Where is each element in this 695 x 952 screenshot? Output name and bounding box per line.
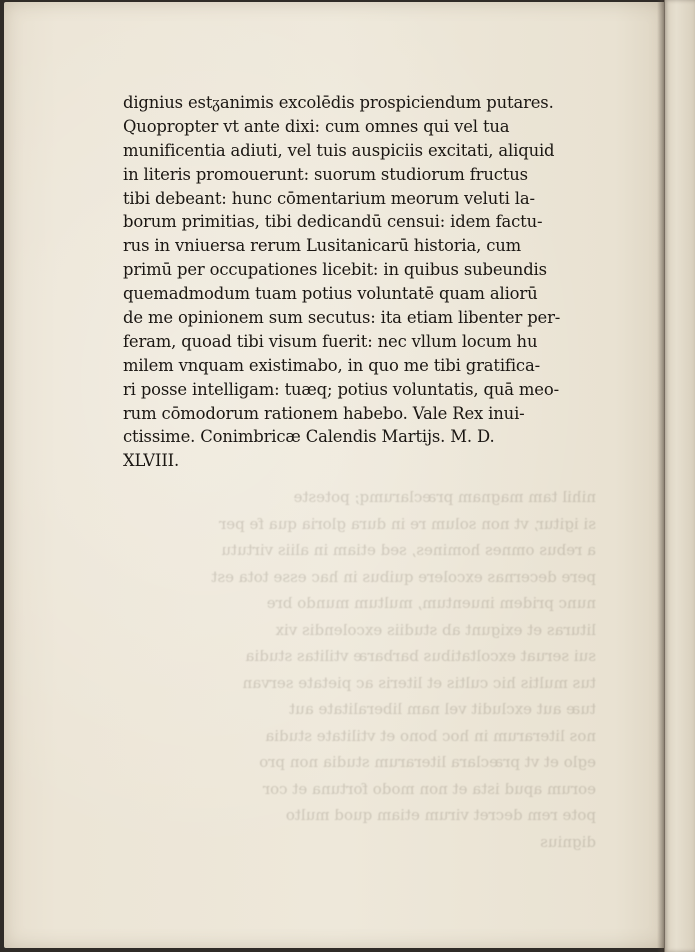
text-line: tibi debeant: hunc cōmentarium meorum veluti la- [123, 188, 535, 208]
text-line: rum cōmodorum rationem habebo. Vale Rex inui- [123, 403, 525, 423]
text-line: rus in vniuersa rerum Lusitanicarū historia, cum [123, 236, 522, 256]
text-line: quemadmodum tuam potius voluntatē quam aliorū [123, 284, 538, 304]
text-line: primū per occupationes licebit: in quibus subeundis [123, 260, 547, 280]
next-page-edge [664, 0, 695, 952]
text-line: ri posse intelligam: tuæq; potius voluntatis, quā meo- [123, 379, 559, 399]
text-line: munificentia adiuti, vel tuis auspiciis excitati, aliquid [123, 140, 555, 160]
text-line: de me opinionem sum secutus: ita etiam libenter per- [123, 308, 561, 328]
text-line: borum primitias, tibi dedicandū censui: idem factu- [123, 212, 543, 232]
text-line: milem vnquam existimabo, in quo me tibi gratifica- [123, 355, 540, 375]
page-fold-shadow [657, 0, 665, 952]
body-text [123, 91, 593, 473]
text-line: in literis promouerunt: suorum studiorum fructus [123, 164, 528, 184]
text-line: dignius estᵹanimis excolēdis prospiciendum putares. [123, 93, 554, 112]
text-line: Quopropter vt ante dixi: cum omnes qui vel tua [123, 116, 510, 136]
text-line: feram, quoad tibi visum fuerit: nec vllum locum hu [123, 331, 538, 351]
text-line: XLVIII. [123, 451, 180, 471]
text-line: ctissime. Conimbricæ Calendis Martijs. M. D. [123, 427, 495, 447]
show-through-text: nihil tam magnam præclarumq; poteste si igitur, vt non solum re in dura gloria qua fe per a rebus omnes homines, sed etiam in aliis virtutu pere decernas excolere quibus in hac esse tota est nunc pridem inuentum, multum mundo bre lituras et exigunt ab studiis excolendis vix sui seruat excoltatibus barbaræ vtilitas studia tus multis hic cultis et literis ac pietate servan tuæ aut excludit vel nam liberalitate aut nos literarum in hoc bono et vtilitate studia eglo et vt præclara literarum studia non pro eorum apud ista et non modo fortuna et cor pote rem decret virum etiam quod multo dignius [211, 488, 596, 851]
book-page [4, 2, 668, 948]
